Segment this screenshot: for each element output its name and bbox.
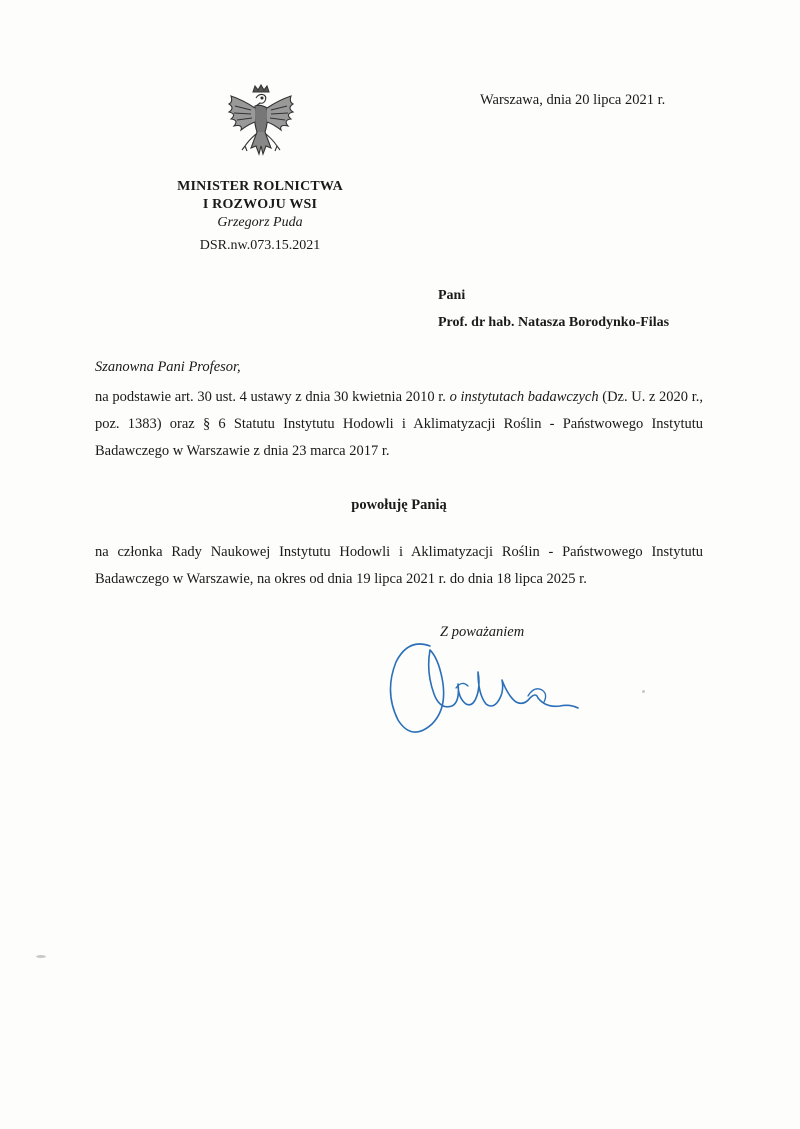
minister-title-line2: I ROZWOJU WSI [202, 197, 318, 212]
closing-text: Z poważaniem [440, 624, 525, 640]
polish-eagle-emblem-icon [225, 84, 297, 174]
p1-text-b: (Dz. U. z 2020 r., poz. 1383) oraz § 6 Statutu Instytutu Hodowli i Aklimatyzacji Roślin - Państwowego Instytutu Badawczego w Warszawie z dnia 23 marca 2017 r. [95, 389, 703, 459]
addressee-line1: Pani [438, 288, 466, 303]
scan-speck [642, 690, 645, 693]
p1-act-title: o instytutach badawczych [449, 389, 599, 405]
salutation: Szanowna Pani Profesor, [95, 359, 241, 375]
addressee-line2: Prof. dr hab. Natasza Borodynko-Filas [438, 315, 670, 330]
scan-speck [36, 955, 46, 958]
legal-basis-paragraph [95, 384, 703, 465]
handwritten-signature-icon [378, 632, 588, 742]
place-date: Warszawa, dnia 20 lipca 2021 r. [480, 92, 666, 108]
reference-number: DSR.nw.073.15.2021 [199, 238, 321, 253]
minister-title-line1: MINISTER ROLNICTWA [177, 179, 343, 194]
minister-block [150, 178, 370, 232]
minister-name: Grzegorz Puda [217, 215, 303, 230]
appointment-paragraph: na członka Rady Naukowej Instytutu Hodowli i Aklimatyzacji Roślin - Państwowego Instytutu Badawczego w Warszawie, na okres od dnia 19 lipca 2021 r. do dnia 18 lipca 2025 r. [95, 544, 703, 587]
addressee [438, 282, 669, 336]
decision-heading: powołuję Panią [351, 497, 447, 513]
p1-text-a: na podstawie art. 30 ust. 4 ustawy z dnia 30 kwietnia 2010 r. [95, 389, 450, 405]
